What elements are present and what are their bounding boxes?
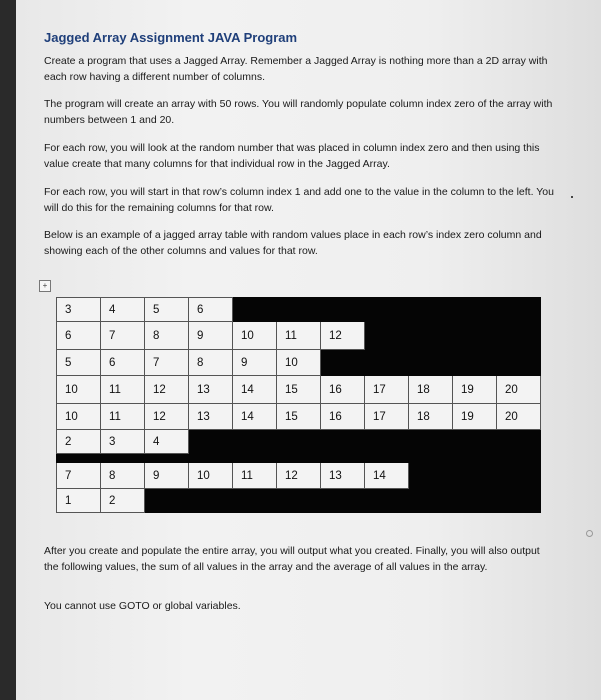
table-cell-empty bbox=[453, 454, 497, 463]
table-cell: 8 bbox=[145, 322, 189, 350]
table-cell-empty bbox=[101, 454, 145, 463]
table-cell: 4 bbox=[101, 298, 145, 322]
table-cell: 11 bbox=[277, 322, 321, 350]
table-cell-empty bbox=[453, 350, 497, 376]
table-cell-empty bbox=[453, 298, 497, 322]
table-cell: 12 bbox=[321, 322, 365, 350]
table-cell: 14 bbox=[365, 463, 409, 489]
paragraph-6: After you create and populate the entire array, you will output what you created. Finally, you will also output the following values, the sum of all values in the array and the average of all values in the array. bbox=[44, 545, 540, 573]
table-cell-empty bbox=[497, 430, 541, 454]
table-cell: 15 bbox=[277, 404, 321, 430]
table-cell-empty bbox=[365, 454, 409, 463]
table-cell-empty bbox=[409, 322, 453, 350]
table-cell-empty bbox=[409, 430, 453, 454]
table-cell: 16 bbox=[321, 376, 365, 404]
table-cell-empty bbox=[365, 322, 409, 350]
stray-dot bbox=[571, 196, 573, 198]
table-cell: 3 bbox=[101, 430, 145, 454]
table-cell-empty bbox=[497, 298, 541, 322]
table-row bbox=[57, 404, 541, 430]
document-title: Jagged Array Assignment JAVA Program bbox=[44, 30, 298, 45]
table-cell: 10 bbox=[57, 404, 101, 430]
table-cell: 11 bbox=[233, 463, 277, 489]
table-cell: 4 bbox=[145, 430, 189, 454]
table-cell-empty bbox=[233, 430, 277, 454]
table-cell-empty bbox=[365, 489, 409, 513]
table-cell: 9 bbox=[189, 322, 233, 350]
table-cell-empty bbox=[145, 489, 189, 513]
paragraph-4: For each row, you will start in that row’s column index 1 and add one to the value in the column to the left. You will do this for the remaining columns for that row. bbox=[44, 186, 554, 214]
table-cell: 18 bbox=[409, 404, 453, 430]
table-cell-empty bbox=[233, 298, 277, 322]
table-cell: 10 bbox=[277, 350, 321, 376]
table-cell: 19 bbox=[453, 376, 497, 404]
table-row bbox=[57, 489, 541, 513]
table-row bbox=[57, 322, 541, 350]
table-cell-empty bbox=[189, 489, 233, 513]
table-cell-empty bbox=[277, 454, 321, 463]
table-cell-empty bbox=[277, 298, 321, 322]
table-cell-empty bbox=[321, 350, 365, 376]
table-cell: 14 bbox=[233, 404, 277, 430]
table-cell: 9 bbox=[145, 463, 189, 489]
table-cell: 12 bbox=[145, 376, 189, 404]
table-cell-empty bbox=[277, 430, 321, 454]
table-resize-handle-icon[interactable] bbox=[586, 530, 593, 537]
table-cell-empty bbox=[145, 454, 189, 463]
table-cell: 13 bbox=[321, 463, 365, 489]
table-cell: 8 bbox=[189, 350, 233, 376]
table-cell-empty bbox=[321, 430, 365, 454]
table-cell: 15 bbox=[277, 376, 321, 404]
table-cell-empty bbox=[365, 430, 409, 454]
table-cell-empty bbox=[321, 489, 365, 513]
table-cell: 6 bbox=[101, 350, 145, 376]
table-cell: 6 bbox=[57, 322, 101, 350]
table-cell: 17 bbox=[365, 404, 409, 430]
table-cell-empty bbox=[453, 463, 497, 489]
paragraph-5: Below is an example of a jagged array table with random values place in each row’s index zero column and showing each of the other columns and values for that row. bbox=[44, 229, 542, 257]
table-cell: 10 bbox=[233, 322, 277, 350]
table-cell: 10 bbox=[57, 376, 101, 404]
table-cell-empty bbox=[233, 489, 277, 513]
table-cell-empty bbox=[365, 298, 409, 322]
table-cell: 11 bbox=[101, 376, 145, 404]
table-cell-empty bbox=[453, 430, 497, 454]
table-cell: 18 bbox=[409, 376, 453, 404]
table-cell: 20 bbox=[497, 404, 541, 430]
table-cell-empty bbox=[497, 489, 541, 513]
table-cell-empty bbox=[497, 454, 541, 463]
table-cell: 5 bbox=[57, 350, 101, 376]
table-cell: 7 bbox=[145, 350, 189, 376]
table-cell-empty bbox=[409, 489, 453, 513]
table-cell-empty bbox=[409, 298, 453, 322]
table-cell-empty bbox=[497, 350, 541, 376]
jagged-array-table bbox=[56, 297, 541, 513]
table-cell: 3 bbox=[57, 298, 101, 322]
table-cell-empty bbox=[277, 489, 321, 513]
table-row bbox=[57, 350, 541, 376]
paragraph-2: The program will create an array with 50 rows. You will randomly populate column index zero of the array with numbers between 1 and 20. bbox=[44, 98, 553, 126]
table-cell-empty bbox=[321, 298, 365, 322]
table-row bbox=[57, 298, 541, 322]
table-cell-empty bbox=[497, 463, 541, 489]
table-cell: 9 bbox=[233, 350, 277, 376]
table-cell-empty bbox=[233, 454, 277, 463]
paragraph-7: You cannot use GOTO or global variables. bbox=[44, 600, 241, 612]
table-cell: 7 bbox=[57, 463, 101, 489]
table-cell-empty bbox=[189, 454, 233, 463]
table-cell: 16 bbox=[321, 404, 365, 430]
table-cell: 8 bbox=[101, 463, 145, 489]
table-cell-empty bbox=[321, 454, 365, 463]
table-row bbox=[57, 376, 541, 404]
table-cell-empty bbox=[497, 322, 541, 350]
table-cell-empty bbox=[453, 489, 497, 513]
paragraph-1: Create a program that uses a Jagged Array. Remember a Jagged Array is nothing more than a 2D array with each row having a different number of columns. bbox=[44, 55, 548, 83]
table-cell: 12 bbox=[145, 404, 189, 430]
table-cell-empty bbox=[409, 454, 453, 463]
table-row bbox=[57, 454, 541, 463]
table-cell-empty bbox=[409, 463, 453, 489]
table-cell: 20 bbox=[497, 376, 541, 404]
table-cell: 2 bbox=[101, 489, 145, 513]
table-cell: 19 bbox=[453, 404, 497, 430]
table-cell: 14 bbox=[233, 376, 277, 404]
table-cell-empty bbox=[57, 454, 101, 463]
table-cell: 6 bbox=[189, 298, 233, 322]
table-cell: 10 bbox=[189, 463, 233, 489]
table-cell-empty bbox=[365, 350, 409, 376]
table-cell: 13 bbox=[189, 376, 233, 404]
table-cell: 12 bbox=[277, 463, 321, 489]
paragraph-3: For each row, you will look at the random number that was placed in column index zero and then using this value create that many columns for that individual row in the Jagged Array. bbox=[44, 142, 540, 170]
table-cell: 17 bbox=[365, 376, 409, 404]
table-move-handle-icon[interactable]: + bbox=[39, 280, 51, 292]
table-cell: 7 bbox=[101, 322, 145, 350]
table-row bbox=[57, 463, 541, 489]
table-cell: 2 bbox=[57, 430, 101, 454]
table-cell-empty bbox=[409, 350, 453, 376]
table-cell: 5 bbox=[145, 298, 189, 322]
table-cell: 1 bbox=[57, 489, 101, 513]
table-row bbox=[57, 430, 541, 454]
table-cell-empty bbox=[189, 430, 233, 454]
table-cell-empty bbox=[453, 322, 497, 350]
table-cell: 11 bbox=[101, 404, 145, 430]
table-cell: 13 bbox=[189, 404, 233, 430]
